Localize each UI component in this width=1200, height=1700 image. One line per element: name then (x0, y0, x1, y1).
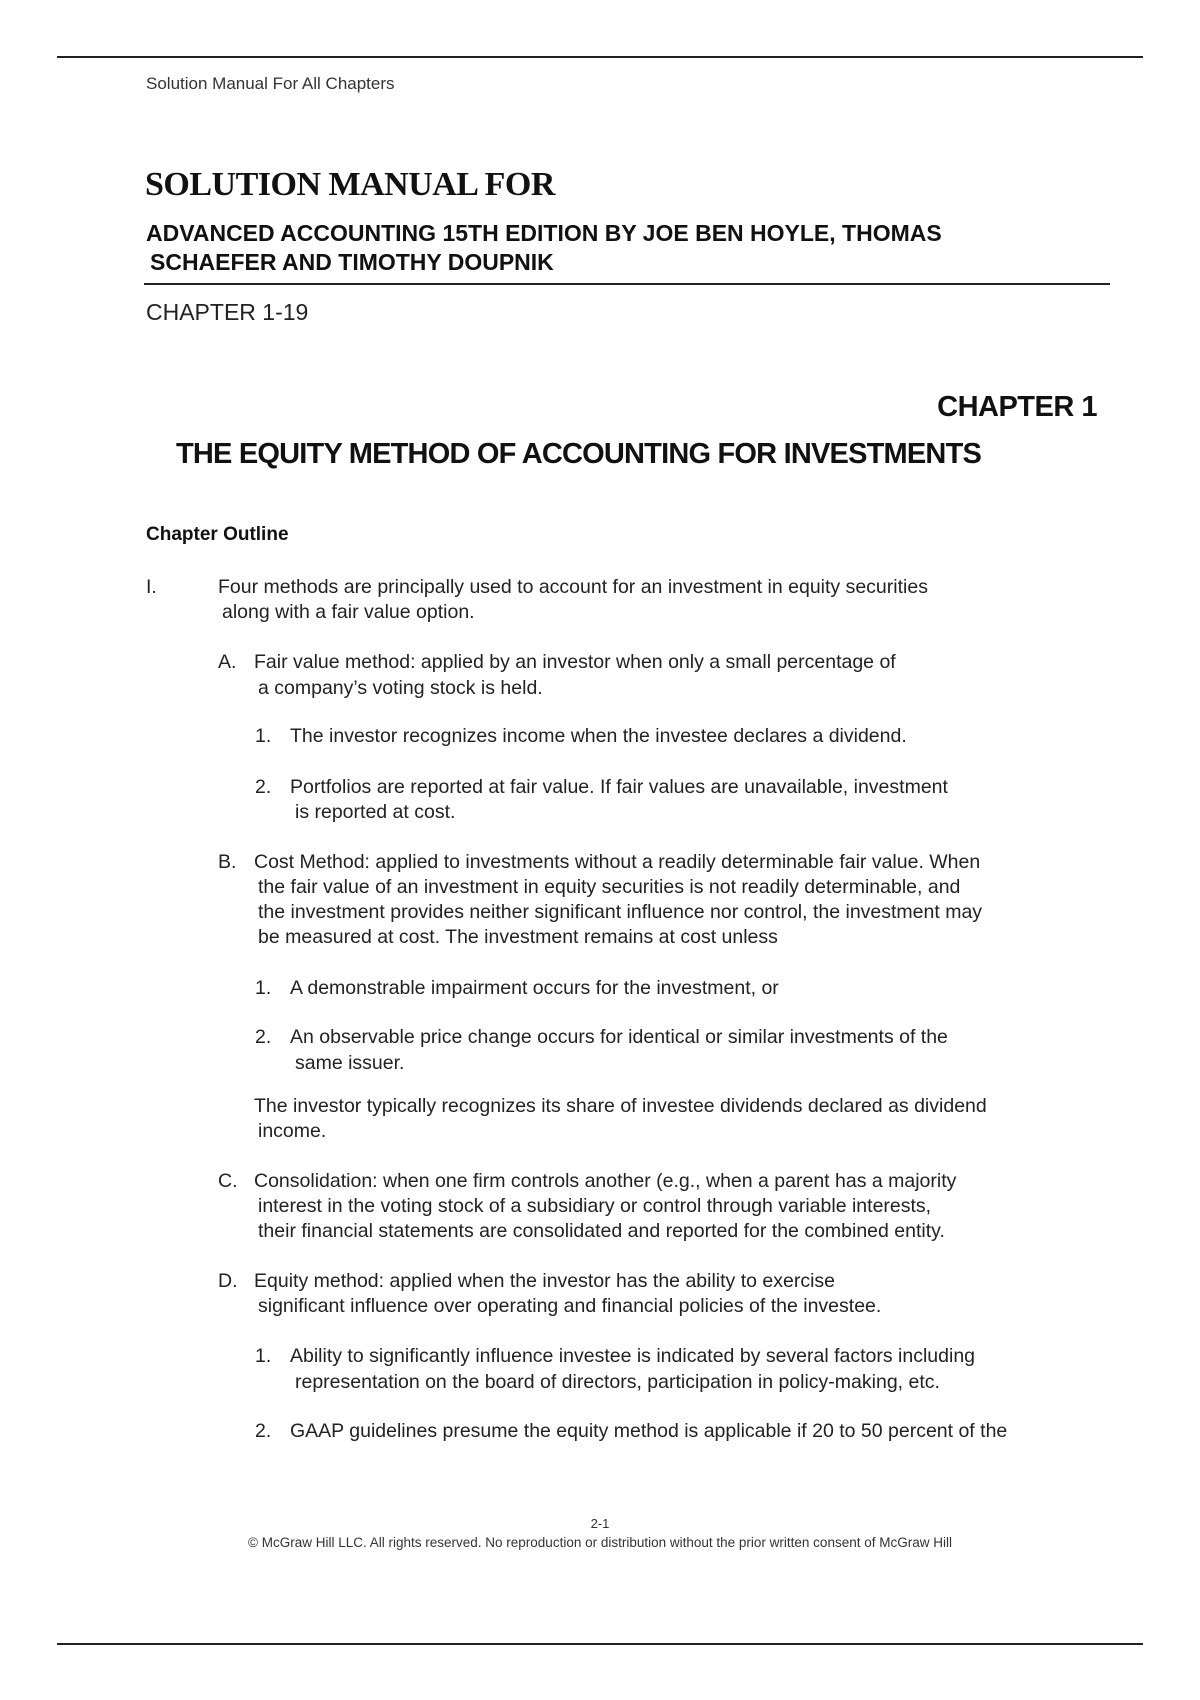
outline-item-d-line1: Equity method: applied when the investor has the ability to exercise (254, 1270, 836, 1292)
subtitle-line-1: ADVANCED ACCOUNTING 15TH EDITION BY JOE BEN HOYLE, THOMAS (146, 220, 942, 246)
outline-marker-a: A. (218, 651, 237, 673)
chapter-number: CHAPTER 1 (937, 391, 1097, 423)
top-rule (57, 56, 1143, 58)
outline-item-i-line2: along with a fair value option. (222, 601, 475, 623)
outline-marker-i: I. (146, 576, 157, 598)
chapter-title: THE EQUITY METHOD OF ACCOUNTING FOR INVESTMENTS (176, 438, 982, 470)
outline-d1-marker: 1. (255, 1345, 272, 1367)
outline-a1-marker: 1. (255, 725, 272, 747)
outline-item-c-line2: interest in the voting stock of a subsidiary or control through variable interests, (258, 1195, 932, 1217)
page-number: 2-1 (590, 1516, 610, 1531)
bottom-rule (57, 1643, 1143, 1645)
running-head: Solution Manual For All Chapters (146, 74, 395, 93)
outline-item-a-line1: Fair value method: applied by an investor when only a small percentage of (254, 651, 896, 673)
subtitle-line-2: SCHAEFER AND TIMOTHY DOUPNIK (150, 249, 554, 275)
outline-marker-c: C. (218, 1170, 238, 1192)
outline-d2-marker: 2. (255, 1420, 272, 1442)
outline-b1-marker: 1. (255, 977, 272, 999)
outline-item-c-line1: Consolidation: when one firm controls another (e.g., when a parent has a majority (254, 1170, 957, 1192)
outline-a1-line1: The investor recognizes income when the investee declares a dividend. (290, 725, 907, 747)
outline-item-d-line2: significant influence over operating and financial policies of the investee. (258, 1295, 882, 1317)
outline-heading: Chapter Outline (146, 524, 289, 545)
chapter-range: CHAPTER 1-19 (146, 299, 309, 325)
copyright-notice: © McGraw Hill LLC. All rights reserved. No reproduction or distribution without the prior written consent of McGraw Hill (248, 1535, 952, 1550)
outline-item-i-line1: Four methods are principally used to account for an investment in equity securities (218, 576, 928, 598)
outline-item-b-line4: be measured at cost. The investment remains at cost unless (258, 926, 778, 948)
outline-d1-line1: Ability to significantly influence investee is indicated by several factors including (290, 1345, 976, 1367)
document-subtitle (146, 219, 1106, 277)
outline-b2-marker: 2. (255, 1026, 272, 1048)
outline-a2-line1: Portfolios are reported at fair value. If fair values are unavailable, investment (290, 776, 948, 798)
outline-item-b-line2: the fair value of an investment in equity securities is not readily determinable, and (258, 876, 961, 898)
outline-marker-b: B. (218, 851, 237, 873)
outline-b-note-line2: income. (258, 1120, 327, 1142)
subtitle-rule (144, 283, 1110, 285)
outline-item-b-line3: the investment provides neither significant influence nor control, the investment may (258, 901, 983, 923)
outline-item-c-line3: their financial statements are consolidated and reported for the combined entity. (258, 1220, 945, 1242)
outline-b1-line1: A demonstrable impairment occurs for the investment, or (290, 977, 779, 999)
outline-item-b-line1: Cost Method: applied to investments without a readily determinable fair value. When (254, 851, 981, 873)
outline-d1-line2: representation on the board of directors, participation in policy-making, etc. (295, 1371, 940, 1393)
outline-b-note-line1: The investor typically recognizes its share of investee dividends declared as dividend (254, 1095, 987, 1117)
outline-b2-line2: same issuer. (295, 1052, 405, 1074)
outline-b2-line1: An observable price change occurs for identical or similar investments of the (290, 1026, 948, 1048)
outline-marker-d: D. (218, 1270, 238, 1292)
document-title: SOLUTION MANUAL FOR (145, 166, 555, 203)
outline-a2-marker: 2. (255, 776, 272, 798)
outline-d2-line1: GAAP guidelines presume the equity method is applicable if 20 to 50 percent of the (290, 1420, 1008, 1442)
outline-item-a-line2: a company’s voting stock is held. (258, 677, 543, 699)
outline-a2-line2: is reported at cost. (295, 801, 456, 823)
